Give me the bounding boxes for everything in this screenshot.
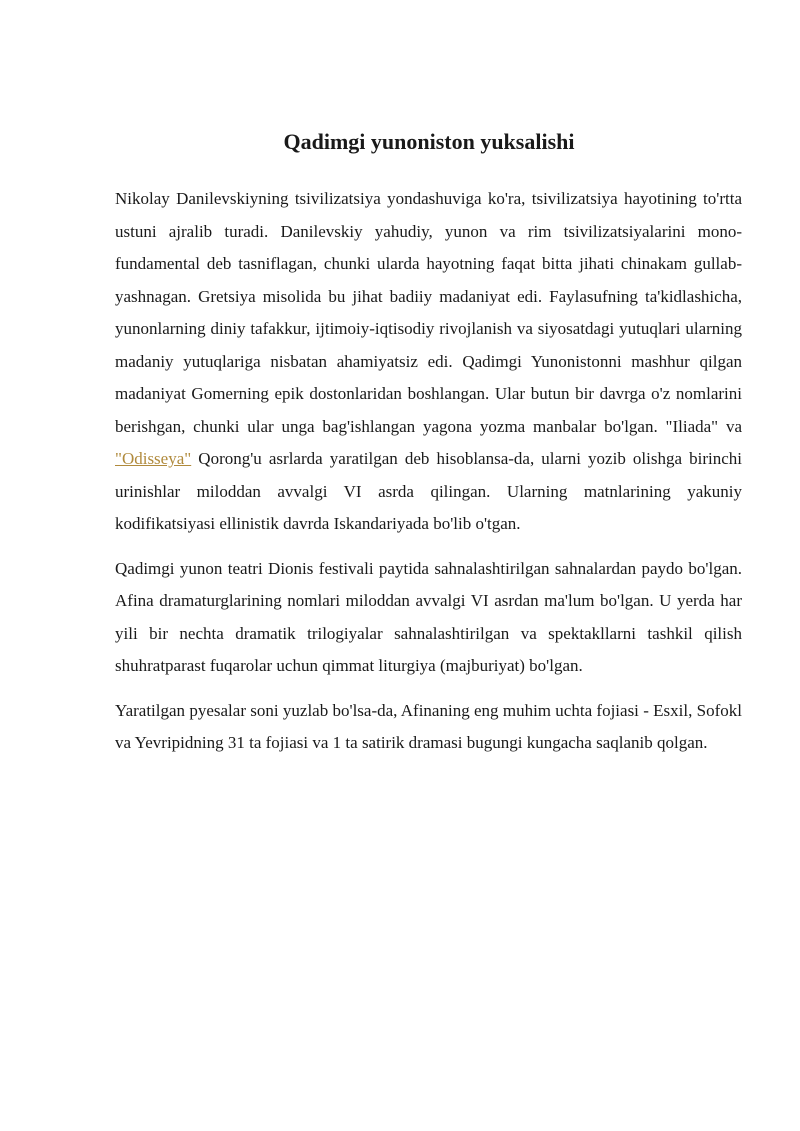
document-body [115, 183, 742, 772]
paragraph-3: Yaratilgan pyesalar soni yuzlab bo'lsa-da, Afinaning eng muhim uchta fojiasi - Esxil, Sofokl va Yevripidning 31 ta fojiasi va 1 ta satirik dramasi bugungi kungacha saqlanib qolgan. [115, 700, 742, 752]
paragraph-1-text-start: Nikolay Danilevskiyning tsivilizatsiya yondashuviga ko'ra, tsivilizatsiya hayotining to'rtta ustuni ajralib turadi. Danilevskiy yahudiy, yunon va rim tsivilizatsiyalarini mono-fundamental deb tasniflagan, chunki ularda hayotning faqat bitta jihati chinakam gullab-yashnagan. Gretsiya misolida bu jihat badiiy madaniyat edi. Faylasufning ta'kidlashicha, yunonlarning diniy tafakkur, ijtimoiy-iqtisodiy rivojlanish va siyosatdagi yutuqlari ularning madaniy yutuqlariga nisbatan ahamiyatsiz edi. Qadimgi Yunonistonni mashhur qilgan madaniyat Gomerning epik dostonlaridan boshlangan. Ular butun bir davrga o'z nomlarini berishgan, chunki ular unga bag'ishlangan yagona yozma manbalar bo'lgan. "Iliada" va [115, 189, 742, 436]
paragraph-1 [115, 183, 742, 541]
paragraph-1-text-end: Qorong'u asrlarda yaratilgan deb hisoblansa-da, ularni yozib olishga birinchi urinishlar miloddan avvalgi VI asrda qilingan. Ularning matnlarining yakuniy kodifikatsiyasi ellinistik davrda Iskandariyada bo'lib o'tgan. [115, 449, 742, 533]
page-title: Qadimgi yunoniston yuksalishi [283, 129, 575, 154]
paragraph-2: Qadimgi yunon teatri Dionis festivali paytida sahnalashtirilgan sahnalardan paydo bo'lgan. Afina dramaturglarining nomlari miloddan avvalgi VI asrdan ma'lum bo'lgan. U yerda har yili bir nechta dramatik trilogiyalar sahnalashtirilgan va spektakllarni tashkil qilish shuhratparast fuqarolar uchun qimmat liturgiya (majburiyat) bo'lgan. [115, 558, 742, 675]
odisseya-link[interactable]: "Odisseya" [115, 449, 192, 468]
